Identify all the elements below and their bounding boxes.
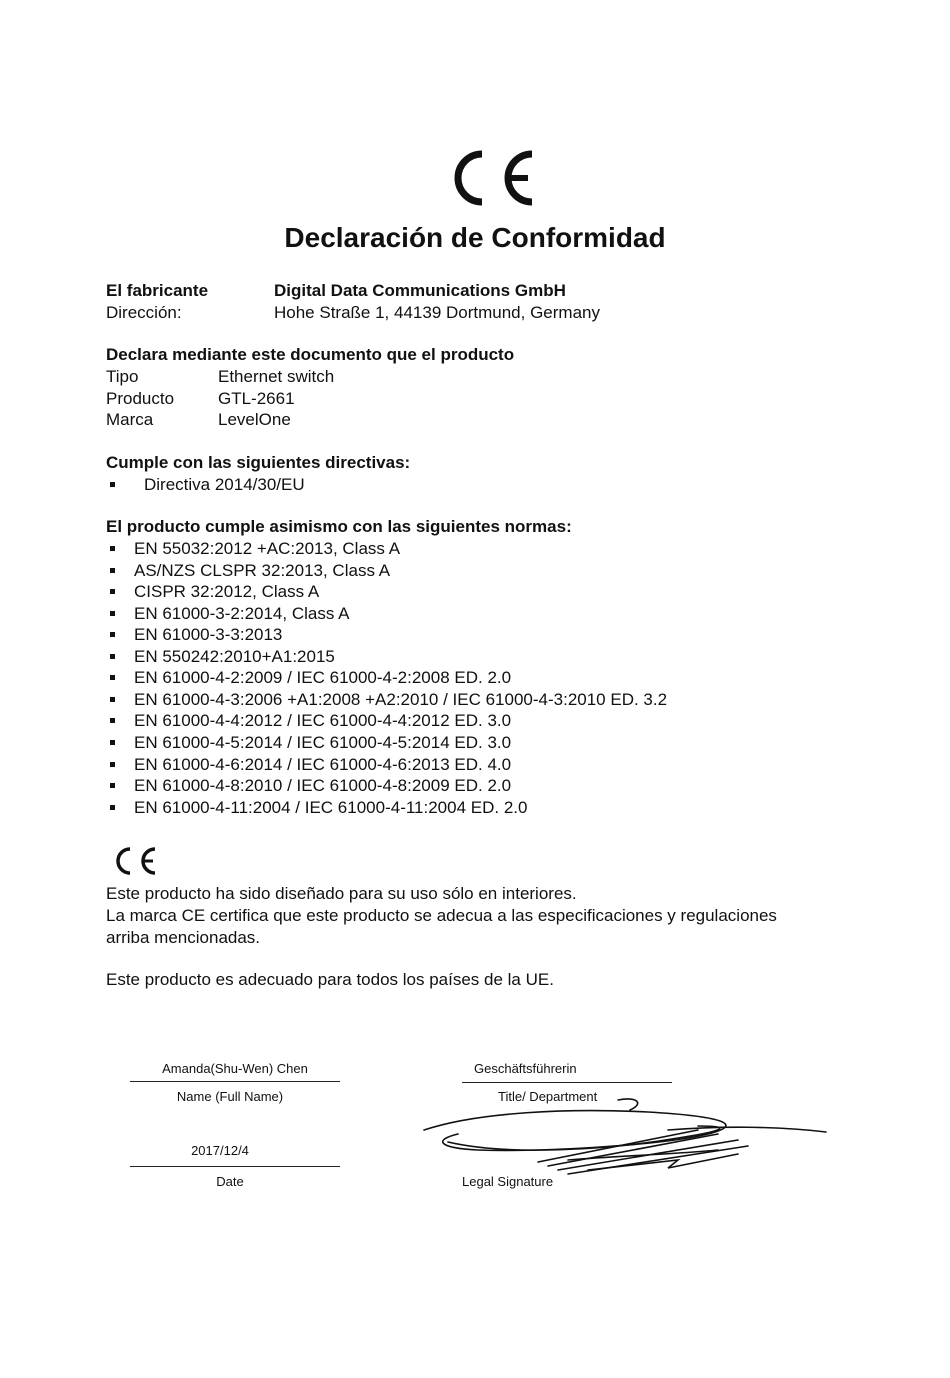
name-label: Name (Full Name) (176, 1089, 284, 1104)
bullet-icon (110, 740, 115, 745)
date-label: Date (216, 1174, 244, 1189)
signature-label: Legal Signature (462, 1174, 554, 1189)
address-label: Dirección: (106, 303, 182, 322)
address-value: Hohe Straße 1, 44139 Dortmund, Germany (274, 303, 600, 322)
bullet-icon (110, 546, 115, 551)
address-row (106, 303, 600, 323)
bullet-icon (110, 482, 115, 487)
manufacturer-label: El fabricante (106, 281, 209, 300)
handwritten-signature (418, 1090, 828, 1185)
bullet-icon (110, 805, 115, 810)
bullet-icon (110, 783, 115, 788)
note-ce-line2: arriba mencionadas. (106, 928, 261, 947)
ce-mark-icon (108, 846, 158, 876)
note-indoor: Este producto ha sido diseñado para su uso sólo en interiores. (106, 884, 577, 903)
document-title: Declaración de Conformidad (284, 222, 666, 253)
product-field-label: Tipo (106, 367, 139, 386)
product-heading: Declara mediante este documento que el producto (106, 345, 515, 364)
standards-heading: El producto cumple asimismo con las siguientes normas: (106, 517, 572, 536)
product-field-value: Ethernet switch (218, 367, 335, 386)
note-ce-line1: La marca CE certifica que este producto se adecua a las especificaciones y regulaciones (106, 906, 777, 925)
product-field-value: LevelOne (218, 410, 291, 429)
manufacturer-name: Digital Data Communications GmbH (274, 281, 566, 300)
product-field-value: GTL-2661 (218, 389, 295, 408)
ce-mark-icon (438, 148, 538, 208)
title-value: Geschäftsführerin (474, 1061, 577, 1076)
name-line (130, 1081, 340, 1082)
bullet-icon (110, 654, 115, 659)
product-field-label: Marca (106, 410, 154, 429)
product-field-row (106, 367, 335, 387)
bullet-icon (110, 675, 115, 680)
bullet-icon (110, 611, 115, 616)
bullet-icon (110, 697, 115, 702)
title-line (462, 1082, 672, 1083)
product-field-row (106, 410, 291, 430)
date-line (130, 1166, 340, 1167)
note-eu: Este producto es adecuado para todos los países de la UE. (106, 970, 554, 989)
directives-heading: Cumple con las siguientes directivas: (106, 453, 411, 472)
date-value: 2017/12/4 (191, 1143, 249, 1158)
bullet-icon (110, 762, 115, 767)
manufacturer-row (106, 281, 566, 301)
title-label: Title/ Department (498, 1089, 598, 1104)
bullet-icon (110, 718, 115, 723)
bullet-icon (110, 632, 115, 637)
bullet-icon (110, 568, 115, 573)
signer-name: Amanda(Shu-Wen) Chen (162, 1061, 308, 1076)
product-field-label: Producto (106, 389, 175, 408)
bullet-icon (110, 589, 115, 594)
product-field-row (106, 389, 295, 409)
